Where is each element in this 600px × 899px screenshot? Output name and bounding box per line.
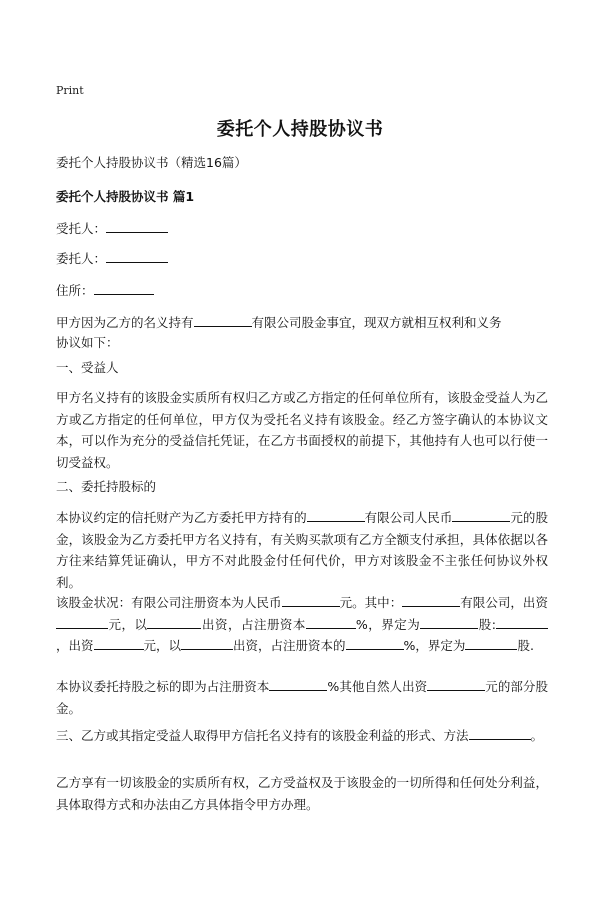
s2-p2-text-b: 元。其中： [339, 595, 403, 610]
s2-p1-company-blank [307, 508, 365, 522]
s2-p3-percent-blank [269, 677, 327, 691]
s2-p2-text-l: 股. [517, 638, 534, 653]
s2-p2-text-g: 股: [478, 616, 496, 632]
address-field [56, 280, 546, 301]
section-2-heading: 二、委托持股标的 [56, 479, 157, 494]
s2-p2-text-h: ，出资 [56, 638, 94, 653]
s2-p1-amount-blank [452, 508, 510, 522]
s2-p2-text-a: 该股金状况：有限公司注册资本为人民币 [56, 595, 282, 610]
intro-text-b: 有限公司股金事宜，现双方就相互权利和义务 [251, 315, 502, 330]
section-heading: 委托个人持股协议书 篇1 [56, 189, 195, 204]
s2-p1-text-a: 本协议约定的信托财产为乙方委托甲方持有的 [56, 510, 307, 525]
section-3-heading [56, 725, 548, 747]
section-2-paragraph-1 [56, 507, 548, 593]
s2-p2-method2-blank [181, 636, 233, 650]
s2-p2-text-f: %，界定为 [355, 616, 421, 632]
s2-p2-text-c: 有限公司，出资 [460, 595, 548, 610]
s3-heading-text: 三、乙方或其指定受益人取得甲方信托名义持有的该股金利益的形式、方法 [56, 728, 469, 743]
s2-p2-holder-blank [496, 615, 548, 629]
s2-p2-text-e: 出资，占注册资本 [201, 616, 306, 632]
section-2-paragraph-2 [56, 592, 548, 657]
s2-p2-text-i: 元，以 [143, 638, 182, 653]
section-1-body: 甲方名义持有的该股金实质所有权归乙方或乙方指定的任何单位所有，该股金受益人为乙方或乙方指定的任何单位，甲方仅为受托名义持有该股金。经乙方签字确认的本协议文本，可以作为充分的受益信托凭证，在乙方书面授权的前提下，其他持有人也可以行使一切受益权。 [56, 390, 548, 470]
s3-method-blank [469, 726, 531, 740]
s2-p2-text-k: %，界定为 [403, 638, 466, 653]
s2-p2-share2-blank [465, 636, 517, 650]
section-3-body: 乙方享有一切该股金的实质所有权，乙方受益权及于该股金的一切所得和任何处分利益，具体取得方式和办法由乙方具体指令甲方办理。 [56, 775, 548, 812]
document-subtitle: 委托个人持股协议书（精选16篇） [56, 155, 247, 170]
s2-p2-capital-blank [282, 593, 340, 607]
s2-p2-amount2-blank [94, 636, 144, 650]
trustee-blank [106, 219, 168, 233]
s2-p2-percent2-blank [346, 636, 404, 650]
s2-p2-method-blank [147, 615, 201, 629]
s2-p3-text-b: %其他自然人出资 [327, 679, 428, 694]
address-label: 住所： [56, 283, 94, 298]
intro-line-1 [56, 312, 546, 333]
s2-p2-amount-blank [56, 615, 108, 629]
intro-text-a: 甲方因为乙方的名义持有 [56, 315, 194, 330]
address-blank [94, 281, 154, 295]
s3-heading-tail: 。 [530, 728, 544, 743]
s2-p2-share-blank [420, 615, 478, 629]
print-label: Print [56, 84, 84, 97]
s2-p2-company-blank [402, 593, 460, 607]
s2-p2-percent-blank [306, 615, 356, 629]
section-2-paragraph-3 [56, 676, 548, 719]
s2-p2-text-d: 元，以 [108, 616, 148, 632]
s2-p2-text-j: 出资，占注册资本的 [233, 638, 346, 653]
s2-p3-text-a: 本协议委托持股之标的即为占注册资本 [56, 679, 270, 694]
company-blank [194, 313, 252, 327]
section-1-heading: 一、受益人 [56, 360, 119, 375]
trustor-label: 委托人： [56, 251, 107, 266]
trustor-blank [106, 249, 168, 263]
s2-p3-amount-blank [427, 677, 485, 691]
s2-p1-text-c: 元的股金，该股金为乙方委托甲方名义持有，有关购买款项有乙方全额支付承担，具体依据以各方往来结算凭证确认，甲方不对此股金付任何代价，甲方对该股金不主张任何协议外权利。 [56, 510, 548, 590]
trustee-field [56, 218, 546, 239]
s2-p1-text-b: 有限公司人民币 [364, 510, 453, 525]
intro-line-2: 协议如下： [56, 335, 119, 350]
s2-p3-text-c: 元的部分股金。 [56, 679, 548, 716]
trustee-label: 受托人： [56, 221, 107, 236]
trustor-field [56, 248, 546, 269]
document-title: 委托个人持股协议书 [216, 119, 384, 140]
